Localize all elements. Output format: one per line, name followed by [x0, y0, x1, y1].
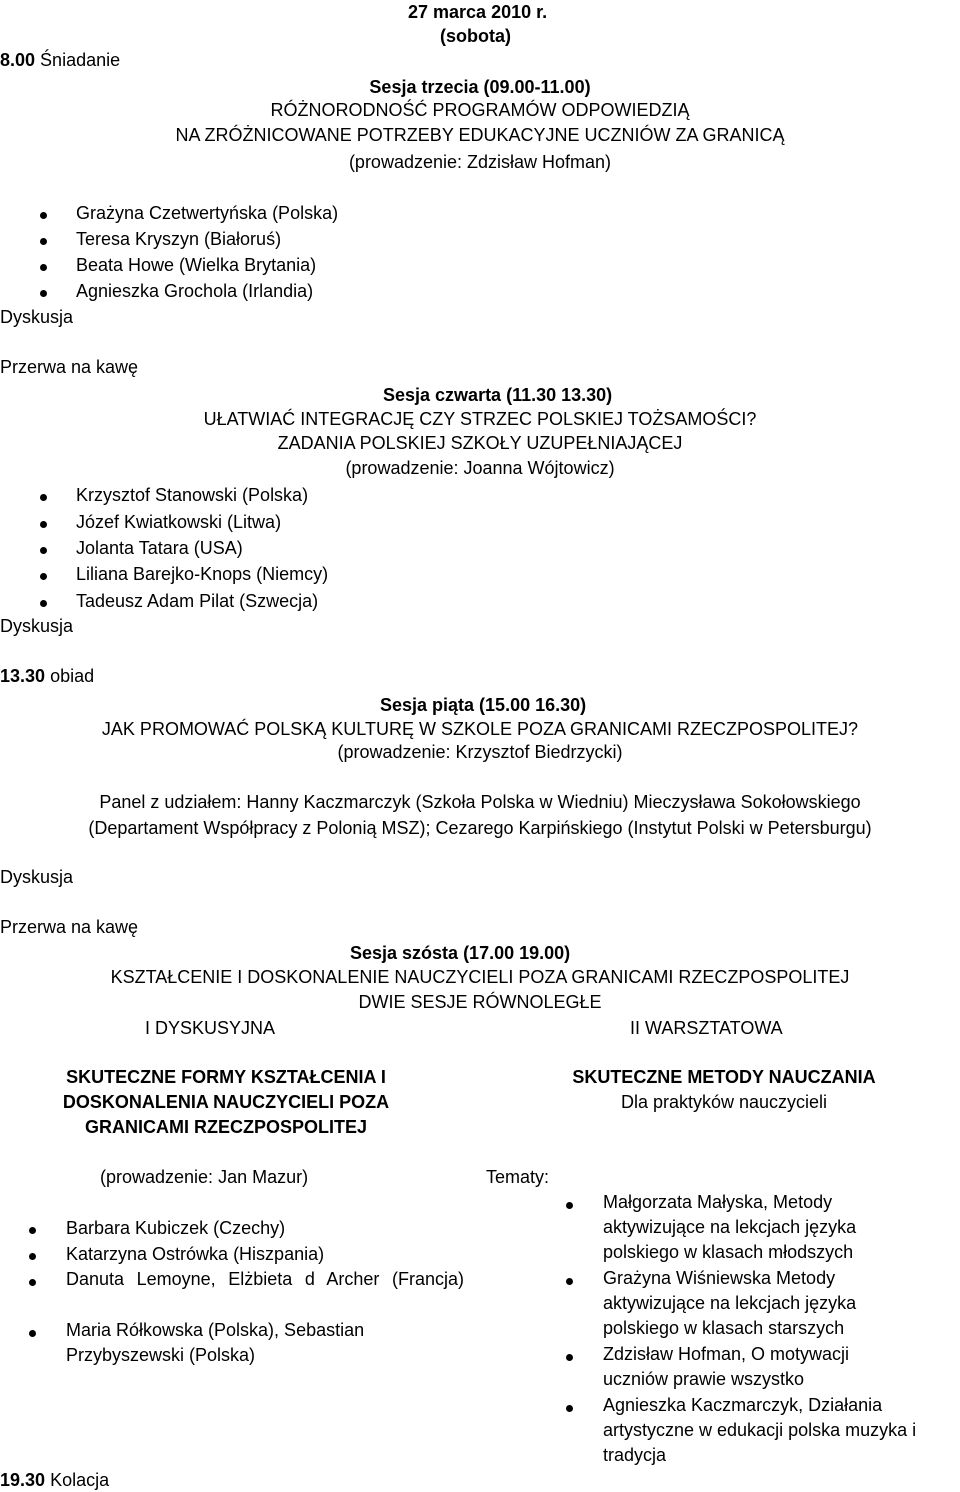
session-4-topic-line1: UŁATWIAĆ INTEGRACJĘ CZY STRZEC POLSKIEJ TOŻSAMOŚCI?: [203, 409, 757, 429]
session-4-topic-line2: ZADANIA POLSKIEJ SZKOŁY UZUPEŁNIAJĄCEJ: [277, 433, 683, 453]
speaker: Teresa Kryszyn (Białoruś): [76, 229, 282, 249]
day: (sobota): [440, 26, 511, 46]
session-4-title: Sesja czwarta (11.30 13.30): [383, 385, 613, 405]
bullet-icon: [29, 1253, 36, 1260]
session-5-title: Sesja piąta (15.00 16.30): [380, 695, 587, 715]
speaker: Tadeusz Adam Pilat (Szwecja): [76, 591, 319, 611]
left-session-title-line1: SKUTECZNE FORMY KSZTAŁCENIA I: [66, 1067, 386, 1087]
session-6-title: Sesja szósta (17.00 19.00): [350, 943, 571, 963]
session-3-discussion: Dyskusja: [0, 307, 74, 327]
bullet-icon: [566, 1202, 573, 1209]
topic-item: Grażyna Wiśniewska Metody aktywizujące na lekcjach języka polskiego w klasach starszych: [603, 1268, 857, 1338]
bullet-icon: [566, 1354, 573, 1361]
left-session-label: I DYSKUSYJNA: [145, 1018, 276, 1038]
coffee-break-2: Przerwa na kawę: [0, 917, 139, 937]
session-3-topic-line1: RÓŻNORODNOŚĆ PROGRAMÓW ODPOWIEDZIĄ: [270, 100, 690, 120]
speaker: Maria Rółkowska (Polska), Sebastian Przybyszewski (Polska): [66, 1320, 365, 1365]
speaker: Józef Kwiatkowski (Litwa): [76, 512, 282, 532]
speaker: Krzysztof Stanowski (Polska): [76, 485, 309, 505]
coffee-break-1: Przerwa na kawę: [0, 357, 139, 377]
lunch-time: 13.30: [0, 666, 46, 686]
topic-item: Małgorzata Małyska, Metody aktywizujące na lekcjach języka polskiego w klasach młodszych: [603, 1192, 857, 1262]
lunch: [0, 665, 94, 687]
session-4-host: (prowadzenie: Joanna Wójtowicz): [345, 458, 615, 478]
bullet-icon: [40, 600, 47, 607]
left-session-title-line3: GRANICAMI RZECZPOSPOLITEJ: [84, 1117, 367, 1137]
session-3-title: Sesja trzecia (09.00-11.00): [369, 77, 591, 97]
topic-item: Zdzisław Hofman, O motywacji uczniów prawie wszystko: [603, 1344, 850, 1389]
right-session-title: SKUTECZNE METODY NAUCZANIA: [572, 1067, 876, 1087]
right-session-subtitle: Dla praktyków nauczycieli: [620, 1092, 828, 1112]
bullet-icon: [566, 1405, 573, 1412]
bullet-icon: [40, 521, 47, 528]
left-session-host: (prowadzenie: Jan Mazur): [100, 1167, 309, 1187]
speaker: Katarzyna Ostrówka (Hiszpania): [66, 1244, 325, 1264]
session-5-discussion: Dyskusja: [0, 867, 74, 887]
bullet-icon: [40, 547, 47, 554]
session-6-topic: KSZTAŁCENIE I DOSKONALENIE NAUCZYCIELI POZA GRANICAMI RZECZPOSPOLITEJ: [110, 967, 850, 987]
bullet-icon: [29, 1279, 36, 1286]
speaker: Danuta Lemoyne, Elżbieta d Archer (Francja): [66, 1269, 464, 1289]
session-3-host: (prowadzenie: Zdzisław Hofman): [348, 152, 612, 172]
speaker: Jolanta Tatara (USA): [76, 538, 243, 558]
supper-time: 19.30: [0, 1470, 46, 1490]
speaker: Grażyna Czetwertyńska (Polska): [76, 203, 339, 223]
parallel-sessions-label: DWIE SESJE RÓWNOLEGŁE: [358, 992, 602, 1012]
bullet-icon: [566, 1278, 573, 1285]
speaker: Liliana Barejko-Knops (Niemcy): [76, 564, 329, 584]
right-session-label: II WARSZTATOWA: [630, 1018, 783, 1038]
breakfast-time: 8.00: [0, 50, 36, 70]
bullet-icon: [40, 264, 47, 271]
bullet-icon: [40, 494, 47, 501]
bullet-icon: [40, 573, 47, 580]
bullet-icon: [29, 1227, 36, 1234]
supper-label: Kolacja: [50, 1470, 110, 1490]
breakfast-label: Śniadanie: [35, 50, 121, 70]
bullet-icon: [40, 238, 47, 245]
session-4-discussion: Dyskusja: [0, 616, 74, 636]
topic-item: Agnieszka Kaczmarczyk, Działania artystyczne w edukacji polska muzyka i tradycja: [603, 1395, 917, 1465]
session-3-topic-line2: NA ZRÓŻNICOWANE POTRZEBY EDUKACYJNE UCZNIÓW ZA GRANICĄ: [175, 125, 785, 145]
speaker: Agnieszka Grochola (Irlandia): [76, 281, 314, 301]
session-5-host: (prowadzenie: Krzysztof Biedrzycki): [337, 742, 623, 762]
bullet-icon: [40, 290, 47, 297]
bullet-icon: [40, 212, 47, 219]
left-session-title-line2: DOSKONALENIA NAUCZYCIELI POZA: [62, 1092, 390, 1112]
speaker: Beata Howe (Wielka Brytania): [76, 255, 317, 275]
topics-label: Tematy:: [486, 1167, 550, 1187]
date: 27 marca 2010 r.: [408, 2, 548, 22]
session-5-topic: JAK PROMOWAĆ POLSKĄ KULTURĘ W SZKOLE POZA GRANICAMI RZECZPOSPOLITEJ?: [101, 719, 859, 739]
session-5-panel-line1: Panel z udziałem: Hanny Kaczmarczyk (Szkoła Polska w Wiedniu) Mieczysława Sokołowskiego: [99, 792, 861, 812]
session-5-panel-line2: (Departament Współpracy z Polonią MSZ); Cezarego Karpińskiego (Instytut Polski w Petersburgu): [88, 818, 872, 838]
supper: [0, 1469, 109, 1491]
bullet-icon: [29, 1330, 36, 1337]
speaker: Barbara Kubiczek (Czechy): [66, 1218, 286, 1238]
breakfast: [0, 49, 120, 71]
lunch-label: obiad: [50, 666, 95, 686]
